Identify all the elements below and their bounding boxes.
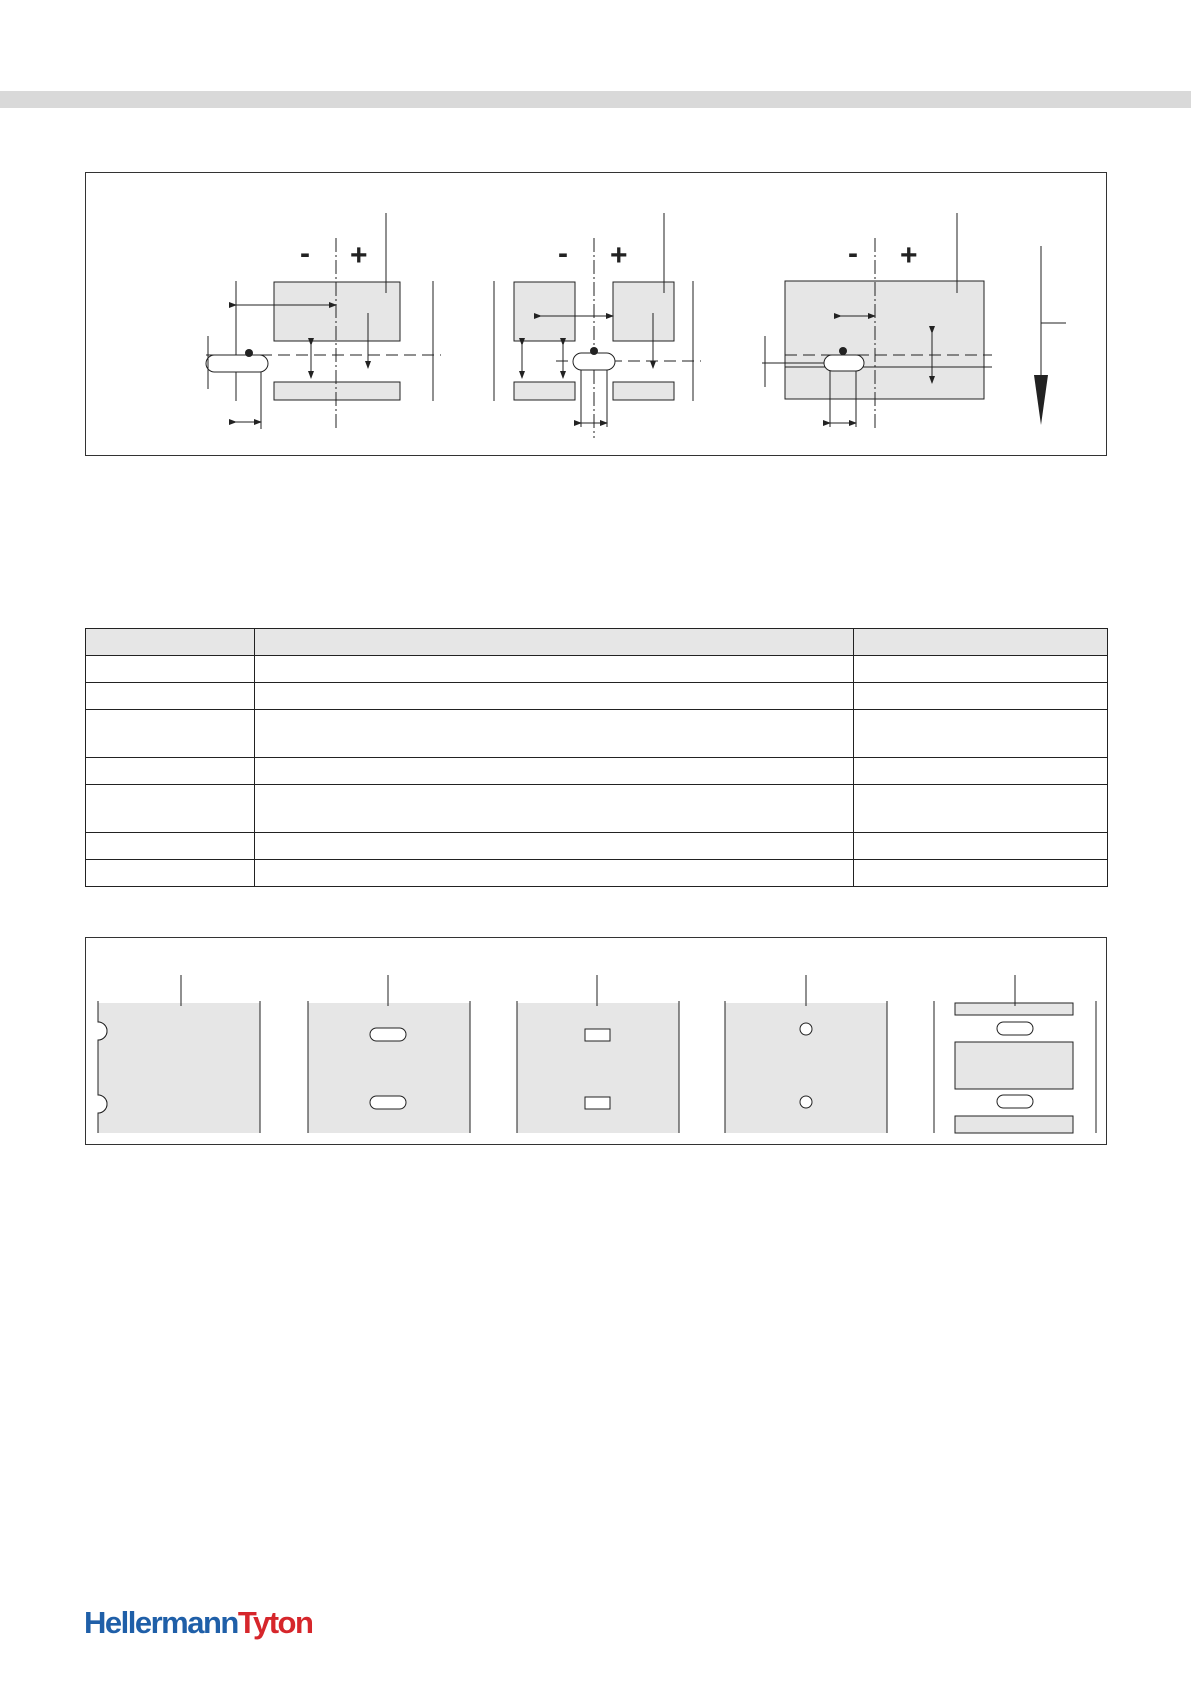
- minus-sign-2: -: [558, 237, 568, 270]
- feed-direction-arrow: [1041, 246, 1066, 375]
- header-bar: [0, 91, 1191, 108]
- table-row: [86, 710, 1108, 758]
- plus-sign-3: +: [900, 239, 918, 272]
- strip-notched: [98, 975, 260, 1133]
- table-row: [86, 785, 1108, 833]
- table-header-cell: [255, 629, 854, 656]
- sensor-dot-1: [245, 349, 253, 357]
- table-row: [86, 656, 1108, 683]
- minus-sign-3: -: [848, 237, 858, 270]
- strip-labels-oval-holes: [934, 975, 1096, 1133]
- brand-logo-part2: Tyton: [237, 1605, 313, 1640]
- strip-round-holes: [725, 975, 887, 1133]
- plus-sign-1: +: [350, 239, 368, 272]
- table-row: [86, 833, 1108, 860]
- sensor-diagram: [86, 173, 1108, 457]
- plus-sign-2: +: [610, 239, 628, 272]
- table-row: [86, 683, 1108, 710]
- minus-sign-1: -: [300, 237, 310, 270]
- arrow-head: [1034, 375, 1048, 425]
- strip-variants: [86, 938, 1108, 1146]
- strip-variants-panel: [85, 937, 1107, 1145]
- diagram-variant-3: [762, 213, 992, 430]
- brand-logo: [84, 1607, 312, 1638]
- table-row: [86, 860, 1108, 887]
- table-header-cell: [86, 629, 255, 656]
- table-header-cell: [854, 629, 1108, 656]
- brand-logo-part1: Hellermann: [84, 1605, 238, 1640]
- strip-rect-holes: [517, 975, 679, 1133]
- table-header-row: [86, 629, 1108, 656]
- sensor-dot-3: [839, 347, 847, 355]
- table-row: [86, 758, 1108, 785]
- spec-table: [85, 628, 1108, 887]
- diagram-variant-2: [494, 213, 701, 438]
- diagram-variant-1: [206, 213, 441, 430]
- strip-oval-holes: [308, 975, 470, 1133]
- sensor-diagram-panel: [85, 172, 1107, 456]
- sensor-dot-2: [590, 347, 598, 355]
